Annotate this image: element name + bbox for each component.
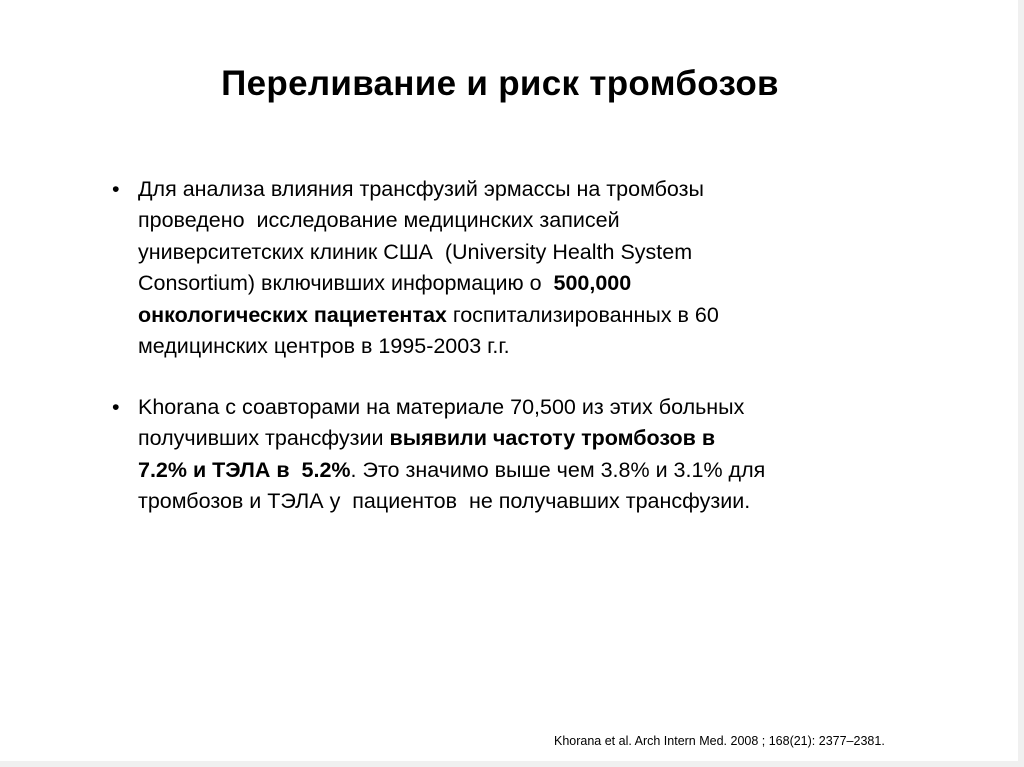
bold-text: онкологических пациетентах bbox=[138, 302, 447, 327]
bold-text: 500,000 bbox=[553, 271, 632, 296]
bullet-icon: • bbox=[112, 395, 120, 419]
text-line bbox=[138, 331, 719, 362]
text: медицинских центров в 1995-2003 г.г. bbox=[138, 334, 510, 359]
text: Consortium) включивших информацию о bbox=[138, 271, 554, 296]
text: . Это значимо выше чем 3.8% и 3.1% для bbox=[350, 457, 766, 482]
bullet-point-study bbox=[112, 174, 719, 362]
text-line bbox=[138, 392, 765, 423]
bullet-icon: • bbox=[112, 177, 120, 201]
bold-text: выявили частоту тромбозов в bbox=[389, 426, 716, 451]
text-line bbox=[138, 455, 765, 486]
text: Для анализа влияния трансфузий эрмассы на тромбозы bbox=[138, 177, 704, 201]
slide-title: Переливание и риск тромбозов bbox=[221, 64, 779, 103]
text: получивших трансфузии bbox=[138, 426, 390, 451]
text-line bbox=[138, 423, 765, 454]
text-line bbox=[138, 205, 719, 236]
text-line bbox=[138, 268, 719, 299]
text: тромбозов и ТЭЛА у пациентов не получавших трансфузии. bbox=[138, 489, 751, 514]
text: проведено исследование медицинских записей bbox=[138, 208, 620, 233]
text-line bbox=[138, 486, 765, 517]
text: госпитализированных в 60 bbox=[446, 302, 719, 327]
text: университетских клиник США (University Health System bbox=[138, 239, 693, 264]
bold-text: 7.2% и ТЭЛА в 5.2% bbox=[138, 457, 351, 482]
text-line bbox=[138, 174, 719, 205]
text-line bbox=[138, 237, 719, 268]
text-line bbox=[138, 300, 719, 331]
bullet-point-khorana bbox=[112, 392, 765, 518]
text: Khorana с соавторами на материале 70,500 из этих больных bbox=[138, 395, 745, 419]
citation: Khorana et al. Arch Intern Med. 2008 ; 168(21): 2377–2381. bbox=[554, 734, 885, 748]
